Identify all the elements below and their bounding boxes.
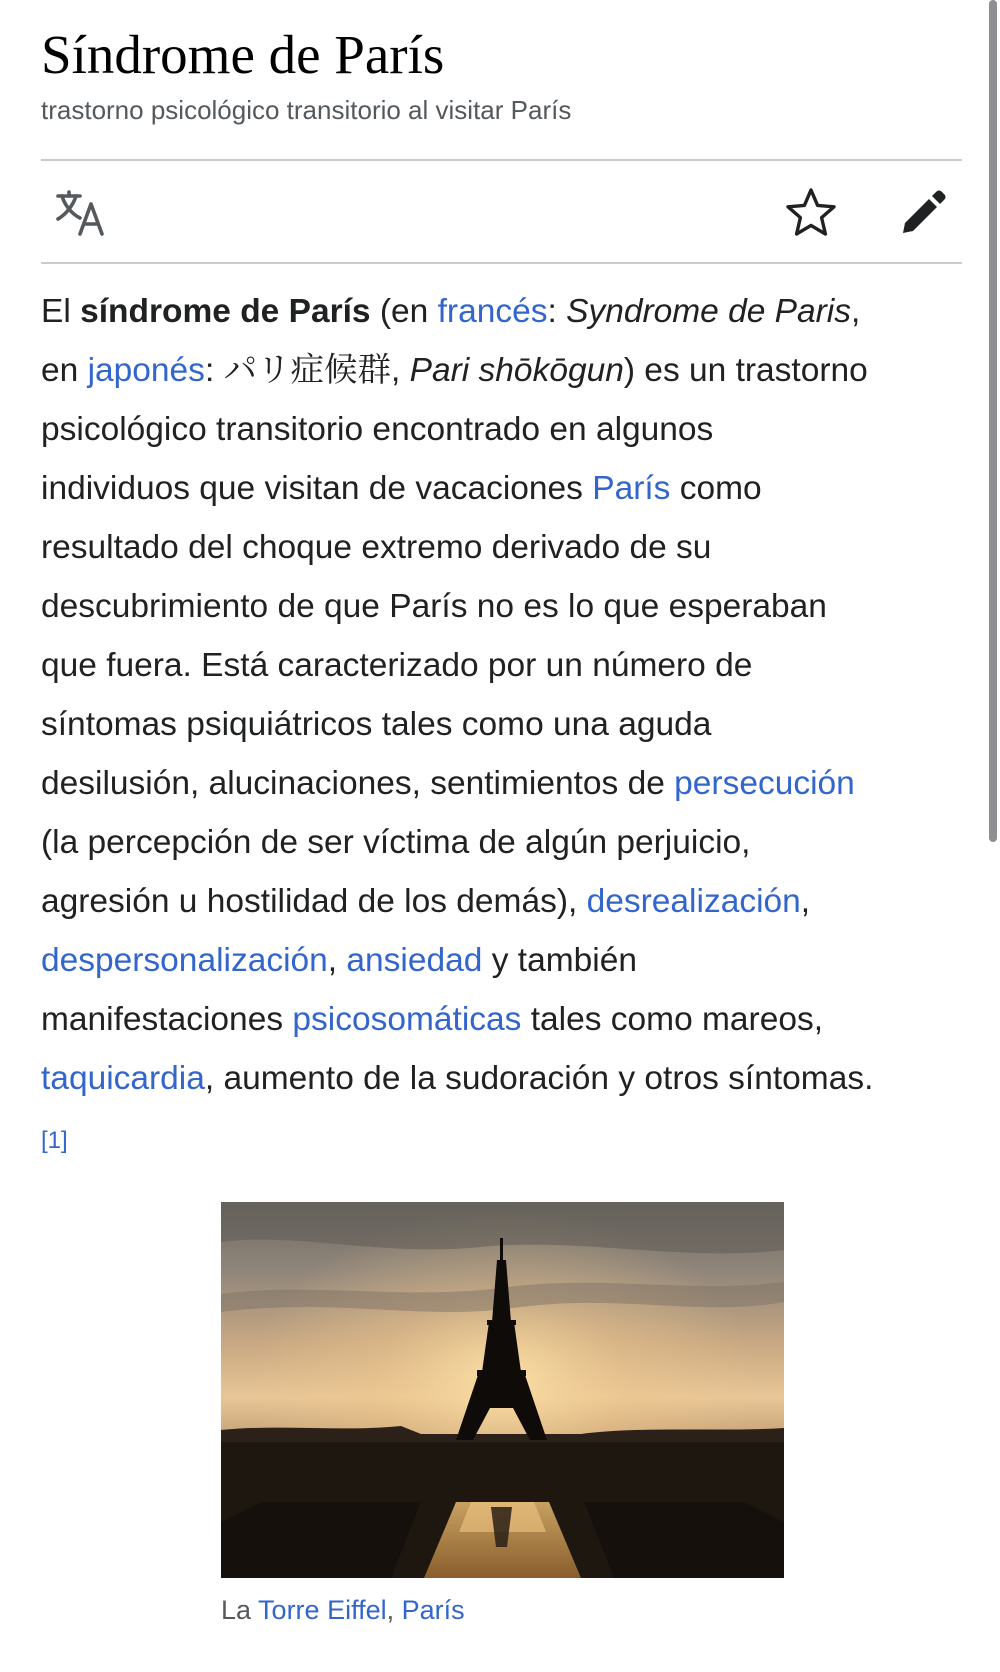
link-ansiedad[interactable]: ansiedad: [346, 942, 483, 979]
link-paris[interactable]: París: [592, 470, 671, 507]
link-persecucion[interactable]: persecución: [674, 765, 855, 802]
japanese-romaji: Pari shōkōgun: [409, 352, 624, 389]
caption-link-torre-eiffel[interactable]: Torre Eiffel: [258, 1595, 387, 1625]
bold-term: síndrome de París: [80, 293, 371, 330]
figure-caption: La Torre Eiffel, París: [221, 1595, 465, 1625]
divider-toolbar: [41, 262, 962, 264]
link-japones[interactable]: japonés: [87, 352, 205, 389]
divider-top: [41, 159, 962, 161]
star-icon[interactable]: [784, 186, 838, 240]
eiffel-tower-image[interactable]: [221, 1202, 784, 1578]
caption-link-paris[interactable]: París: [401, 1595, 465, 1625]
scrollbar[interactable]: [989, 0, 997, 842]
pencil-icon[interactable]: [896, 186, 950, 240]
link-desrealizacion[interactable]: desrealización: [586, 883, 801, 920]
translate-icon[interactable]: [55, 190, 107, 238]
page-subtitle: trastorno psicológico transitorio al visitar París: [41, 95, 572, 125]
lead-paragraph: El síndrome de París (en francés: Syndrome de Paris, en japonés: パリ症候群, Pari shōkōgun) es un trastorno psicológico transitorio encontrado en algunos individuos que visitan de vacaciones París como resultado del choque extremo derivado de su descubrimiento de que París no es lo que esperaban que fuera. Está caracterizado por un número de síntomas psiquiátricos tales como una aguda desilusión, alucinaciones, sentimientos de persecución (la percepción de ser víctima de algún perjuicio, agresión u hostilidad de los demás), desrealización, despersonalización, ansiedad y también manifestaciones psicosomáticas tales como mareos, taquicardia, aumento de la sudoración y otros síntomas. [1]: [41, 293, 874, 1154]
link-despersonalizacion[interactable]: despersonalización: [41, 942, 328, 979]
page-title: Síndrome de París: [41, 24, 445, 85]
french-name: Syndrome de Paris: [566, 293, 851, 330]
link-taquicardia[interactable]: taquicardia: [41, 1060, 205, 1097]
link-psicosomaticas[interactable]: psicosomáticas: [292, 1001, 522, 1038]
reference-link[interactable]: [1]: [41, 1127, 68, 1154]
link-frances[interactable]: francés: [437, 293, 548, 330]
